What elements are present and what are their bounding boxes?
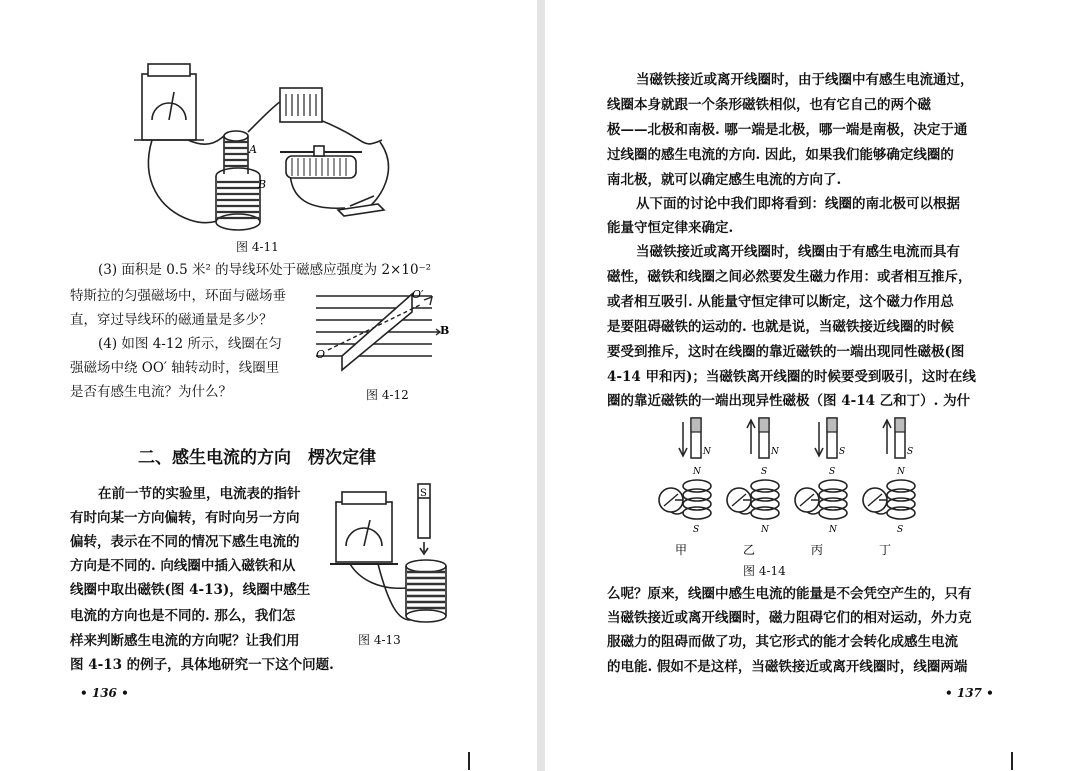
problem3-line3: 直，穿过导线环的磁通量是多少？ [70,312,273,328]
body-line-5: 线圈中取出磁铁(图 4-13)，线圈中感生 [70,582,311,598]
para1-line5: 南北极，就可以确定感生电流的方向了. [607,172,842,188]
page-number-left: • 136 • [80,686,129,700]
coil-top-pole-label: N [693,467,701,477]
coil-loop [819,507,847,519]
panel-label: 乙 [743,543,756,557]
coil-top-pole-label: N [897,467,905,477]
magnet-pole-shade [895,418,905,432]
para3-line4: 是要阻碍磁铁的运动的. 也就是说，当磁铁接近线圈的时候 [607,319,954,335]
text-cursor-mark-right [1011,752,1013,770]
fig-4-14-panel [795,418,847,557]
fig-4-12-label-o-prime: O′ [412,288,424,301]
section-heading: 二、感生电流的方向 楞次定律 [138,448,376,468]
coil-loop [751,507,779,519]
coil-top-pole-label: S [761,467,768,477]
magnet-pole-label: S [907,447,914,457]
magnet-pole-label: N [771,447,779,457]
para3-line6: 4-14 甲和丙)；当磁铁离开线圈的时候要受到吸引，这时在线 [607,369,976,385]
magnet-pole-label: N [703,447,711,457]
para3-line7: 圈的靠近磁铁的一端出现异性磁极（图 4-14 乙和丁）. 为什 [607,393,971,409]
para2-line1: 从下面的讨论中我们即将看到：线圈的南北极可以根据 [636,196,960,212]
fig-4-11-label-a: A [249,143,257,156]
coil-top-pole-label: S [829,467,836,477]
fig-4-12-label-b: B [440,324,450,337]
para1-line4: 过线圈的感生电流的方向. 因此，如果我们能够确定线圈的 [607,147,954,163]
coil-bottom-pole-label: N [829,525,837,535]
problem4-line3: 是否有感生电流？为什么？ [70,384,232,400]
coil-bottom-pole-label: S [897,525,904,535]
coil-loop [887,507,915,519]
problem3-line1: (3) 面积是 0.5 米² 的导线环处于磁感应强度为 2×10⁻² [98,262,432,278]
fig-4-13-caption: 图 4-13 [358,633,401,647]
body-line-8: 图 4-13 的例子，具体地研究一下这个问题. [70,657,334,673]
magnet-pole-shade [827,418,837,432]
page-number-right: • 137 • [945,686,994,700]
para1-line2: 线圈本身就跟一个条形磁铁相似，也有它自己的两个磁 [607,97,931,113]
para1-line1: 当磁铁接近或离开线圈时，由于线圈中有感生电流通过， [636,72,974,88]
body-line-2: 有时向某一方向偏转，有时向另一方向 [70,510,300,526]
problem3-line2: 特斯拉的匀强磁场中，环面与磁场垂 [70,288,286,304]
para3-line5: 要受到推斥，这时在线圈的靠近磁铁的一端出现同性磁极(图 [607,344,965,360]
body-line-1: 在前一节的实验里，电流表的指针 [98,486,301,502]
fig-4-14-panel [727,418,780,557]
fig-4-14-panel [659,418,712,557]
text-cursor-mark-left [468,752,470,770]
magnet-pole-label: S [839,447,846,457]
coil-loop [683,507,711,519]
para4-line2: 当磁铁接近或离开线圈时，磁力阻碍它们的相对运动，外力克 [607,610,972,626]
para1-line3: 极——北极和南极. 哪一端是北极，哪一端是南极，决定于通 [607,122,968,138]
para4-line3: 服磁力的阻碍而做了功，其它形式的能才会转化成感生电流 [607,634,958,650]
figure-4-11 [130,60,430,238]
fig-4-13-magnet-label: S [420,488,427,499]
para2-line2: 能量守恒定律来确定. [607,220,734,236]
problem4-line2: 强磁场中绕 OO′ 轴转动时，线圈里 [70,360,280,376]
coil-bottom-pole-label: N [761,525,769,535]
panel-label: 甲 [675,543,688,557]
page-gutter [537,0,545,771]
para4-line1: 么呢？原来，线圈中感生电流的能量是不会凭空产生的，只有 [607,586,972,602]
figure-4-12 [312,286,462,376]
body-line-7: 样来判断感生电流的方向呢？让我们用 [70,633,300,649]
body-line-4: 方向是不同的. 向线圈中插入磁铁和从 [70,558,296,574]
para4-line4: 的电能. 假如不是这样，当磁铁接近或离开线圈时，线圈两端 [607,659,968,675]
left-page [0,0,537,771]
figure-4-13 [330,480,460,630]
fig-4-14-caption: 图 4-14 [743,564,786,578]
coil-bottom-pole-label: S [693,525,700,535]
panel-label: 丁 [879,543,892,557]
magnet-pole-shade [691,418,701,432]
fig-4-11-caption: 图 4-11 [236,240,279,254]
para3-line2: 磁性，磁铁和线圈之间必然要发生磁力作用：或者相互推斥， [607,269,972,285]
fig-4-14-panel [863,418,915,557]
body-line-6: 电流的方向也是不同的. 那么，我们怎 [70,608,296,624]
right-page [545,0,1080,771]
para3-line1: 当磁铁接近或离开线圈时，线圈由于有感生电流而具有 [636,244,960,260]
body-line-3: 偏转，表示在不同的情况下感生电流的 [70,534,300,550]
problem4-line1: (4) 如图 4-12 所示，线圈在匀 [98,336,282,352]
panel-label: 丙 [811,543,824,557]
fig-4-12-label-o: O [316,348,326,361]
para3-line3: 或者相互吸引. 从能量守恒定律可以断定，这个磁力作用总 [607,294,954,310]
figure-4-14 [657,416,927,558]
magnet-pole-shade [759,418,769,432]
fig-4-12-caption: 图 4-12 [366,388,409,402]
fig-4-11-label-b: B [258,178,267,191]
